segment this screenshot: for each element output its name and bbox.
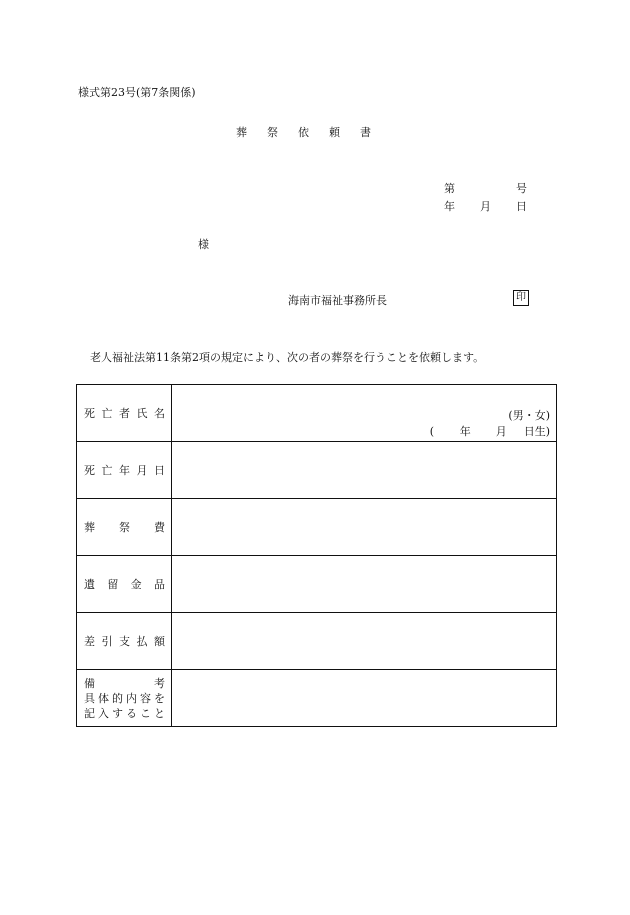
deceased-name-field[interactable] <box>172 385 557 442</box>
label-char: 入 <box>98 706 109 720</box>
label-char: 祭 <box>119 521 130 534</box>
year-label: 年 <box>444 200 455 213</box>
remarks-label <box>77 670 172 727</box>
request-statement: 老人福祉法第11条第2項の規定により、次の者の葬祭を行うことを依頼します。 <box>90 351 485 364</box>
seal-mark: 印 <box>513 290 529 306</box>
number-suffix: 号 <box>516 182 527 195</box>
label-char: 死 <box>84 407 95 420</box>
label-char: 遺 <box>84 578 95 591</box>
label-char: る <box>126 706 137 720</box>
remarks-field[interactable] <box>172 670 557 727</box>
label-char: 亡 <box>101 464 113 477</box>
table-row <box>77 442 557 499</box>
label-char: 的 <box>112 691 123 705</box>
label-char: と <box>154 706 165 720</box>
label-char: 金 <box>130 578 142 591</box>
label-char: を <box>154 691 165 705</box>
title-char: 書 <box>360 126 371 139</box>
label-char: 日 <box>154 464 165 477</box>
label-char: 額 <box>154 635 165 648</box>
month-label: 月 <box>480 200 491 213</box>
label-char: 具 <box>84 691 95 705</box>
birth-month-label: 月 <box>495 425 507 438</box>
birth-open-paren: ( <box>429 425 434 438</box>
label-char: 容 <box>140 691 151 705</box>
label-char: 内 <box>126 691 137 705</box>
label-char: 引 <box>101 635 113 648</box>
row-label <box>77 442 172 499</box>
birth-date-line <box>430 423 550 439</box>
funeral-cost-field[interactable] <box>172 499 557 556</box>
title-char: 祭 <box>267 126 278 139</box>
day-label: 日 <box>516 200 527 213</box>
label-char: 留 <box>107 578 119 591</box>
row-label <box>77 499 172 556</box>
table-row <box>77 613 557 670</box>
birth-day-label: 日生) <box>523 425 550 438</box>
label-char: 亡 <box>101 407 113 420</box>
table-row <box>77 556 557 613</box>
net-payment-field[interactable] <box>172 613 557 670</box>
label-char: 備 <box>84 676 95 690</box>
issue-date-line <box>444 198 527 214</box>
document-number-line <box>444 180 527 196</box>
label-char: す <box>112 706 123 720</box>
row-label <box>77 556 172 613</box>
label-char: 考 <box>154 676 165 690</box>
label-char: 者 <box>119 407 130 420</box>
table-row <box>77 385 557 442</box>
label-char: 支 <box>119 635 130 648</box>
label-char: 体 <box>98 691 109 705</box>
label-char: 差 <box>84 635 95 648</box>
title-char: 依 <box>298 126 309 139</box>
label-char: こ <box>140 706 151 720</box>
title-char: 頼 <box>329 126 340 139</box>
title-char: 葬 <box>236 126 247 139</box>
label-char: 死 <box>84 464 95 477</box>
funeral-request-table <box>76 384 557 727</box>
row-label <box>77 613 172 670</box>
table-row <box>77 499 557 556</box>
label-char: 月 <box>136 464 148 477</box>
recipient-honorific: 様 <box>198 238 209 251</box>
label-char: 葬 <box>84 521 95 534</box>
issuer-name: 海南市福祉事務所長 <box>288 294 387 307</box>
remaining-money-goods-field[interactable] <box>172 556 557 613</box>
form-number: 様式第23号(第7条関係) <box>78 86 196 99</box>
label-char: 費 <box>154 521 165 534</box>
table-row <box>77 670 557 727</box>
birth-year-label: 年 <box>459 425 471 438</box>
row-label <box>77 385 172 442</box>
label-char: 記 <box>84 706 95 720</box>
number-label: 第 <box>444 182 455 195</box>
document-title <box>236 124 371 140</box>
label-char: 名 <box>154 407 165 420</box>
death-date-field[interactable] <box>172 442 557 499</box>
label-char: 払 <box>136 635 148 648</box>
gender-option: (男・女) <box>508 409 550 422</box>
label-char: 品 <box>153 578 165 591</box>
label-char: 年 <box>119 464 130 477</box>
label-char: 氏 <box>136 407 148 420</box>
